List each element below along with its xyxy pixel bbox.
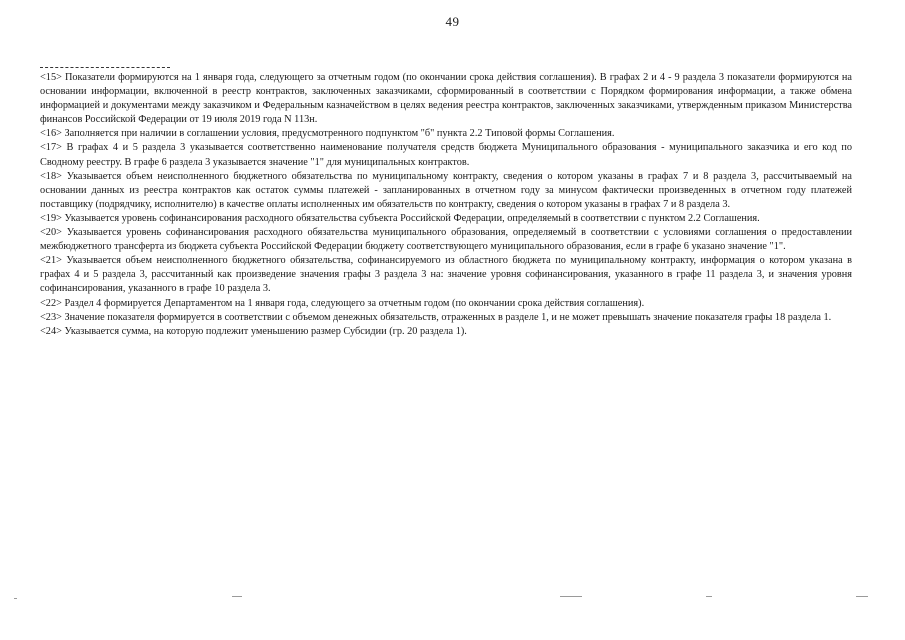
footnote-21: <21> Указывается объем неисполненного бюджетного обязательства, софинансируемого из областного бюджета по муниципальному контракту, информация о котором указана в графах 4 и 5 раздела 3, рассчитанный как произведение значения графы 3 раздела 3 на: значение уровня софинансирования, указанного в графе 11 раздела 3, и значения уровня софинансирования, указанного в графе 10 раздела 3. — [40, 255, 852, 295]
footnote-19: <19> Указывается уровень софинансирования расходного обязательства субъекта Российской Федерации, определяемый в соответствии с пунктом 2.2 Соглашения. — [40, 212, 760, 224]
scan-artifact — [560, 596, 582, 597]
footnote-20: <20> Указывается уровень софинансирования расходного обязательства муниципального образования, определяемый в соответствии с условиями соглашения о предоставлении межбюджетного трансферта из бюджета субъекта Российской Федерации бюджету соответствующего муниципального образования, если в графе 6 указано значение "1". — [40, 227, 852, 253]
scan-artifact — [856, 596, 868, 597]
footnote-24: <24> Указывается сумма, на которую подлежит уменьшению размер Субсидии (гр. 20 раздела 1). — [40, 325, 467, 337]
scan-artifact — [232, 596, 242, 597]
footnote-separator — [40, 67, 170, 68]
footnote-16: <16> Заполняется при наличии в соглашении условия, предусмотренного подпунктом "б" пункта 2.2 Типовой формы Соглашения. — [40, 128, 615, 140]
scan-artifact — [14, 598, 17, 599]
footnote-15: <15> Показатели формируются на 1 января года, следующего за отчетным годом (по окончании срока действия соглашения). В графах 2 и 4 - 9 раздела 3 показатели формируются на основании информации, включенной в реестр контрактов, заключенных заказчиками, сформированный в соответствии с Порядком формирования информации, а также обмена информацией и документами между заказчиком и Федеральным казначейством в целях ведения реестра контрактов, заключенных заказчиками, утвержденным приказом Министерства финансов Российской Федерации от 19 июля 2019 года N 113н. — [40, 72, 852, 126]
page-number: 49 — [445, 14, 460, 29]
footnote-23: <23> Значение показателя формируется в соответствии с объемом денежных обязательств, отраженных в разделе 1, и не может превышать значение показателя графы 18 раздела 1. — [40, 311, 832, 323]
footnote-22: <22> Раздел 4 формируется Департаментом на 1 января года, следующего за отчетным годом (по окончании срока действия соглашения). — [40, 297, 645, 309]
scan-artifact — [706, 596, 712, 597]
footnote-17: <17> В графах 4 и 5 раздела 3 указывается соответственно наименование получателя средств бюджета Муниципального образования - муниципального заказчика и его код по Сводному реестру. В графе 6 раздела 3 указывается значение "1" для муниципальных контрактов. — [40, 142, 852, 168]
footnote-18: <18> Указывается объем неисполненного бюджетного обязательства по муниципальному контракту, сведения о котором указаны в графах 7 и 8 раздела 3, рассчитываемый на основании данных из реестра контрактов как остаток суммы платежей - запланированных в отчетном году за минусом фактически произведенных в отчетном году платежей поставщику (подрядчику, исполнителю) в качестве оплаты исполненных им обязательств по контракту, сведения о котором указаны в графах 7 и 8 раздела 3. — [40, 170, 852, 210]
footnotes-block — [40, 71, 852, 339]
